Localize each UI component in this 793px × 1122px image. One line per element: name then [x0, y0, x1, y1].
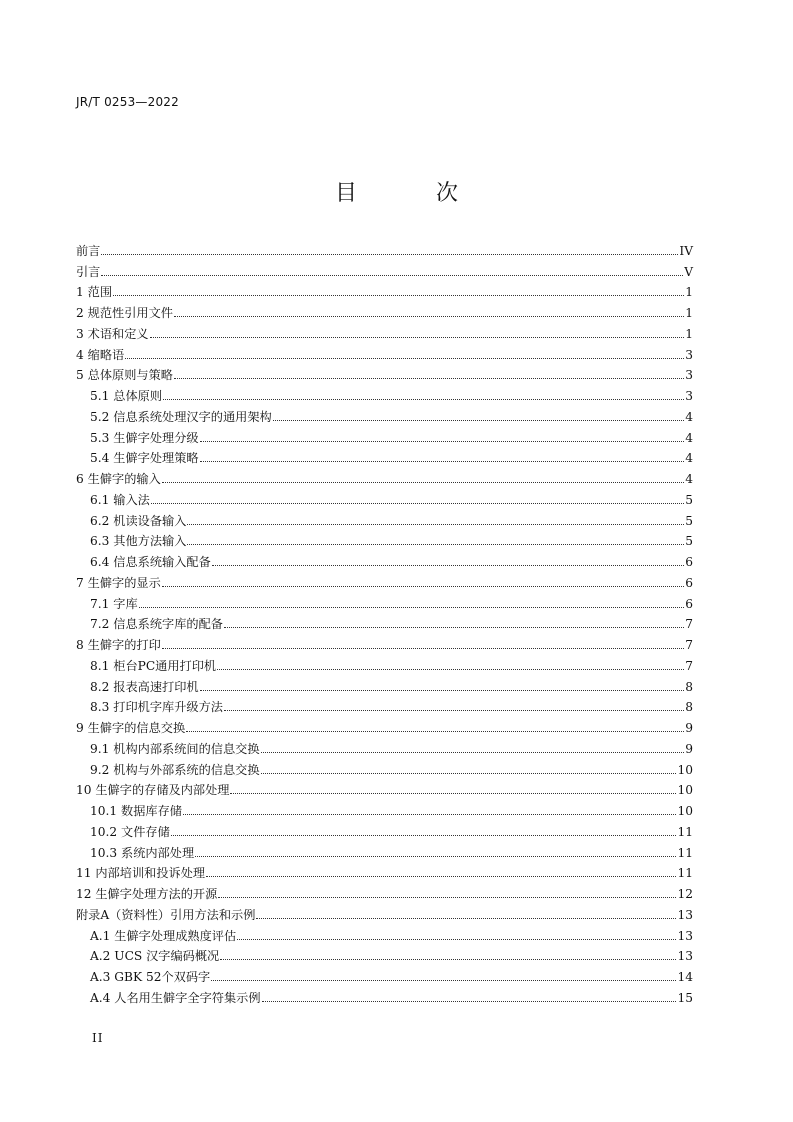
toc-leader-dots	[206, 876, 676, 877]
toc-leader-dots	[195, 856, 676, 857]
toc-entry[interactable]	[76, 529, 693, 550]
toc-entry-page: 7	[685, 658, 693, 673]
toc-entry-page: 1	[685, 306, 693, 320]
toc-entry[interactable]	[76, 840, 693, 861]
toc-leader-dots	[237, 939, 676, 940]
toc-entry[interactable]	[76, 321, 693, 342]
toc-leader-dots	[163, 399, 684, 400]
toc-leader-dots	[101, 275, 683, 276]
toc-entry[interactable]	[76, 944, 693, 965]
toc-entry[interactable]	[76, 923, 693, 944]
toc-leader-dots	[211, 980, 676, 981]
toc-leader-dots	[183, 814, 677, 815]
toc-entry-page: 10	[677, 783, 693, 798]
toc-leader-dots	[273, 420, 685, 421]
toc-leader-dots	[187, 524, 684, 525]
toc-entry[interactable]	[76, 570, 693, 591]
toc-entry-page: 7	[685, 617, 693, 632]
toc-leader-dots	[174, 378, 684, 379]
toc-entry[interactable]	[76, 487, 693, 508]
page-number: II	[92, 1031, 104, 1045]
toc-entry[interactable]	[76, 425, 693, 446]
toc-entry-page: 1	[685, 326, 693, 341]
toc-leader-dots	[186, 731, 684, 732]
toc-entry[interactable]	[76, 466, 693, 487]
toc-entry-label: 5.2 信息系统处理汉字的通用架构	[90, 409, 272, 424]
toc-entry-label: 9.2 机构与外部系统的信息交换	[90, 762, 260, 777]
toc-entry-page: 8	[685, 679, 693, 694]
toc-entry-page: 11	[677, 866, 693, 881]
toc-entry[interactable]	[76, 508, 693, 529]
toc-entry[interactable]	[76, 653, 693, 674]
toc-entry-page: 10	[677, 762, 693, 777]
toc-leader-dots	[262, 1001, 677, 1002]
toc-entry-page: 10	[677, 804, 693, 818]
toc-entry-page: IV	[679, 243, 693, 258]
toc-entry[interactable]	[76, 300, 693, 321]
toc-leader-dots	[224, 710, 684, 711]
toc-entry-page: 3	[685, 347, 693, 362]
toc-entry-label: 5.1 总体原则	[90, 389, 163, 403]
toc-entry-label: 10.2 文件存储	[90, 824, 170, 839]
toc-leader-dots	[261, 752, 685, 753]
toc-entry[interactable]	[76, 715, 693, 736]
toc-entry-page: 15	[677, 990, 693, 1005]
toc-leader-dots	[224, 627, 684, 628]
toc-entry[interactable]	[76, 881, 693, 902]
toc-entry-label: A.1 生僻字处理成熟度评估	[90, 928, 237, 943]
toc-entry-page: 1	[685, 285, 693, 300]
toc-entry-label: A.4 人名用生僻字全字符集示例	[90, 990, 261, 1005]
toc-entry-page: 6	[685, 555, 693, 569]
toc-entry-label: 9.1 机构内部系统间的信息交换	[90, 741, 260, 756]
toc-entry-label: 附录A（资料性）引用方法和示例	[76, 907, 256, 922]
toc-entry[interactable]	[76, 757, 693, 778]
toc-entry-label: 12 生僻字处理方法的开源	[76, 887, 218, 901]
toc-entry[interactable]	[76, 612, 693, 633]
toc-entry-label: 7 生僻字的显示	[76, 575, 161, 590]
toc-leader-dots	[200, 690, 685, 691]
toc-entry-label: 6 生僻字的输入	[76, 472, 161, 486]
document-code: JR/T 0253—2022	[76, 95, 179, 109]
toc-leader-dots	[162, 482, 684, 483]
toc-entry[interactable]	[76, 632, 693, 653]
toc-leader-dots	[171, 835, 677, 836]
toc-leader-dots	[256, 918, 676, 919]
toc-entry-page: 4	[685, 472, 693, 486]
toc-entry[interactable]	[76, 446, 693, 467]
toc-entry[interactable]	[76, 798, 693, 819]
toc-entry-label: 4 缩略语	[76, 347, 125, 362]
toc-leader-dots	[174, 316, 684, 317]
toc-entry[interactable]	[76, 964, 693, 985]
toc-entry-label: 引言	[76, 264, 101, 279]
toc-entry[interactable]	[76, 280, 693, 301]
toc-entry-page: 11	[677, 824, 693, 839]
toc-entry-page: 3	[685, 389, 693, 403]
toc-entry-label: 10.3 系统内部处理	[90, 845, 195, 860]
toc-leader-dots	[217, 669, 684, 670]
toc-entry[interactable]	[76, 363, 693, 384]
toc-entry-page: 9	[685, 721, 693, 735]
toc-entry[interactable]	[76, 383, 693, 404]
toc-entry-page: 12	[677, 887, 693, 901]
toc-entry[interactable]	[76, 342, 693, 363]
toc-entry-label: 6.3 其他方法输入	[90, 534, 187, 549]
toc-entry-label: 5 总体原则与策略	[76, 368, 173, 383]
toc-entry[interactable]	[76, 778, 693, 799]
table-of-contents	[76, 238, 693, 1006]
toc-entry[interactable]	[76, 259, 693, 280]
toc-leader-dots	[220, 959, 676, 960]
toc-entry-label: 8.2 报表高速打印机	[90, 679, 199, 694]
toc-entry-page: 9	[685, 741, 693, 756]
toc-leader-dots	[162, 648, 684, 649]
toc-leader-dots	[162, 586, 684, 587]
toc-entry-label: A.3 GBK 52个双码字	[90, 970, 211, 984]
toc-leader-dots	[125, 358, 684, 359]
toc-entry-label: 9 生僻字的信息交换	[76, 721, 186, 735]
toc-leader-dots	[200, 461, 685, 462]
toc-entry-label: 8.3 打印机字库升级方法	[90, 700, 223, 715]
toc-leader-dots	[139, 607, 685, 608]
toc-entry-page: 4	[685, 409, 693, 424]
toc-entry-label: 5.4 生僻字处理策略	[90, 451, 199, 466]
toc-entry-page: 14	[677, 970, 693, 984]
toc-leader-dots	[212, 565, 684, 566]
toc-entry[interactable]	[76, 591, 693, 612]
toc-entry-label: 7.1 字库	[90, 596, 138, 611]
toc-entry-label: A.2 UCS 汉字编码概况	[90, 949, 220, 964]
toc-entry-page: 5	[685, 534, 693, 549]
toc-entry-page: 13	[677, 949, 693, 964]
toc-entry-label: 8 生僻字的打印	[76, 638, 161, 652]
toc-leader-dots	[151, 503, 684, 504]
toc-entry[interactable]	[76, 985, 693, 1006]
toc-entry-page: 11	[677, 845, 693, 860]
toc-leader-dots	[187, 544, 684, 545]
toc-entry[interactable]	[76, 861, 693, 882]
toc-entry-label: 前言	[76, 243, 101, 258]
toc-entry-page: 13	[677, 928, 693, 943]
toc-leader-dots	[261, 773, 677, 774]
toc-entry-page: 8	[685, 700, 693, 715]
toc-entry-page: 5	[685, 492, 693, 507]
toc-entry-page: V	[684, 264, 693, 279]
toc-leader-dots	[200, 441, 685, 442]
toc-entry-label: 11 内部培训和投诉处理	[76, 866, 206, 881]
toc-entry-page: 6	[685, 575, 693, 590]
toc-entry[interactable]	[76, 674, 693, 695]
toc-entry[interactable]	[76, 736, 693, 757]
toc-entry-label: 6.2 机读设备输入	[90, 513, 187, 528]
toc-entry-page: 4	[685, 451, 693, 466]
toc-entry-label: 8.1 柜台PC通用打印机	[90, 658, 217, 673]
toc-entry-page: 3	[685, 368, 693, 383]
toc-entry-label: 6.1 输入法	[90, 492, 150, 507]
toc-entry[interactable]	[76, 404, 693, 425]
toc-entry[interactable]	[76, 238, 693, 259]
toc-entry-page: 13	[677, 907, 693, 922]
toc-entry-label: 5.3 生僻字处理分级	[90, 430, 199, 445]
toc-leader-dots	[230, 793, 676, 794]
toc-entry[interactable]	[76, 819, 693, 840]
toc-entry-label: 10 生僻字的存储及内部处理	[76, 783, 230, 798]
toc-entry-label: 7.2 信息系统字库的配备	[90, 617, 223, 632]
toc-leader-dots	[150, 337, 685, 338]
toc-leader-dots	[218, 897, 676, 898]
toc-entry-page: 7	[685, 638, 693, 652]
toc-entry[interactable]	[76, 902, 693, 923]
toc-entry-page: 4	[685, 430, 693, 445]
toc-entry-label: 10.1 数据库存储	[90, 804, 182, 818]
page-title: 目 次	[335, 181, 494, 206]
toc-entry-label: 3 术语和定义	[76, 326, 149, 341]
toc-leader-dots	[113, 295, 684, 296]
toc-entry-page: 5	[685, 513, 693, 528]
toc-entry-label: 1 范围	[76, 285, 113, 300]
toc-entry-page: 6	[685, 596, 693, 611]
toc-leader-dots	[101, 254, 678, 255]
toc-entry-label: 2 规范性引用文件	[76, 306, 173, 320]
toc-entry-label: 6.4 信息系统输入配备	[90, 555, 211, 569]
toc-entry[interactable]	[76, 549, 693, 570]
toc-entry[interactable]	[76, 695, 693, 716]
